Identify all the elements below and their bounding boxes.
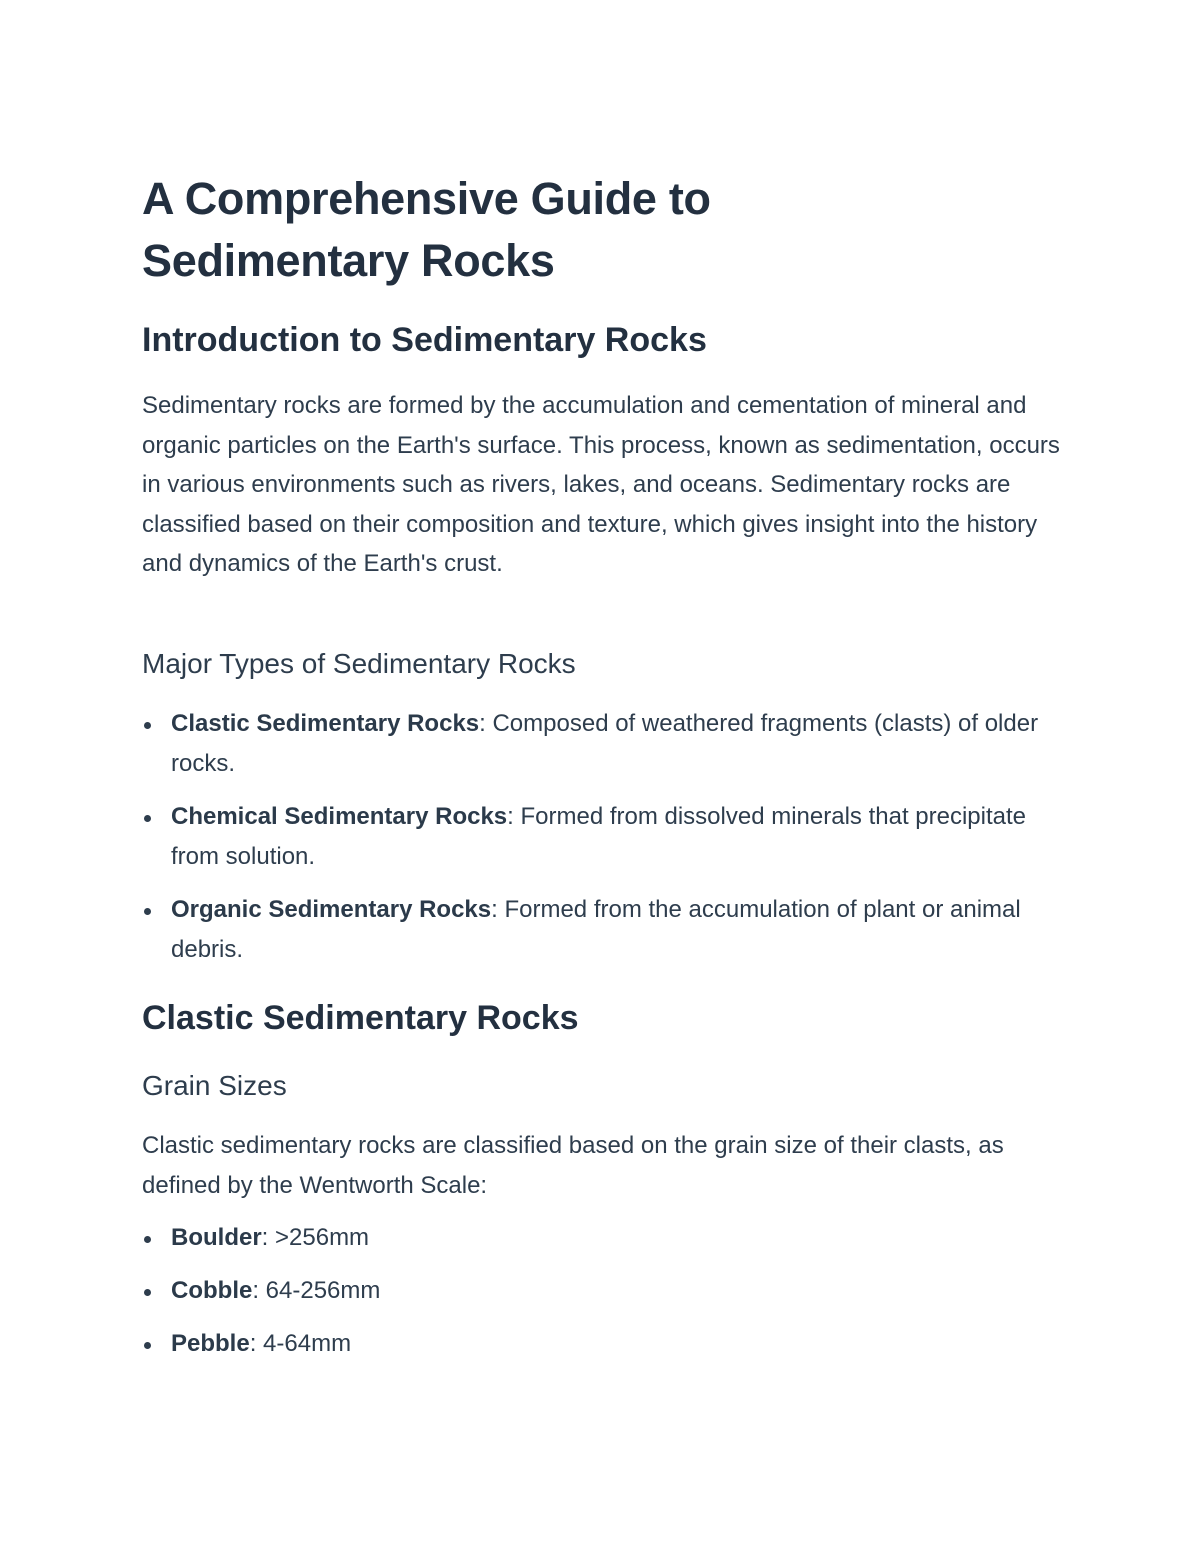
subheading-grain-sizes: Grain Sizes (142, 1070, 287, 1101)
list-item (142, 1218, 1042, 1258)
section-heading-clastic: Clastic Sedimentary Rocks (142, 999, 579, 1037)
list-item-desc: : >256mm (261, 1224, 370, 1251)
list-item-desc: : 64-256mm (252, 1277, 381, 1304)
list-item (142, 890, 1072, 970)
list-item-term: Pebble (171, 1330, 250, 1357)
intro-paragraph: Sedimentary rocks are formed by the accumulation and cementation of mineral and organic particles on the Earth's surface. This process, known as sedimentation, occurs in various environments such as rivers, lakes, and oceans. Sedimentary rocks are classified based on their composition and texture, which gives insight into the history and dynamics of the Earth's crust. (142, 392, 1060, 577)
list-item-desc: : Composed of weathered fragments (clasts) of older rocks. (171, 710, 1039, 777)
list-item-term: Boulder (171, 1224, 262, 1251)
bullet-icon (144, 1342, 151, 1349)
subheading-major-types: Major Types of Sedimentary Rocks (142, 648, 576, 679)
list-item (142, 704, 1072, 784)
major-types-list (142, 704, 1072, 983)
grain-size-list (142, 1218, 1042, 1377)
bullet-icon (144, 1236, 151, 1243)
bullet-icon (144, 815, 151, 822)
list-item-desc: : Formed from dissolved minerals that precipitate from solution. (171, 803, 1027, 870)
list-item-term: Chemical Sedimentary Rocks (171, 803, 508, 830)
grain-size-paragraph: Clastic sedimentary rocks are classified based on the grain size of their clasts, as defined by the Wentworth Scale: (142, 1132, 1004, 1199)
list-item-desc: : 4-64mm (249, 1330, 352, 1357)
bullet-icon (144, 722, 151, 729)
list-item-desc: : Formed from the accumulation of plant or animal debris. (171, 896, 1021, 963)
section-heading-introduction: Introduction to Sedimentary Rocks (142, 321, 707, 359)
bullet-icon (144, 1289, 151, 1296)
list-item-term: Cobble (171, 1277, 253, 1304)
bullet-icon (144, 908, 151, 915)
list-item (142, 797, 1072, 877)
list-item (142, 1271, 1042, 1311)
list-item (142, 1324, 1042, 1364)
list-item-term: Organic Sedimentary Rocks (171, 896, 492, 923)
document-title: A Comprehensive Guide to Sedimentary Rocks (142, 173, 711, 286)
list-item-term: Clastic Sedimentary Rocks (171, 710, 480, 737)
